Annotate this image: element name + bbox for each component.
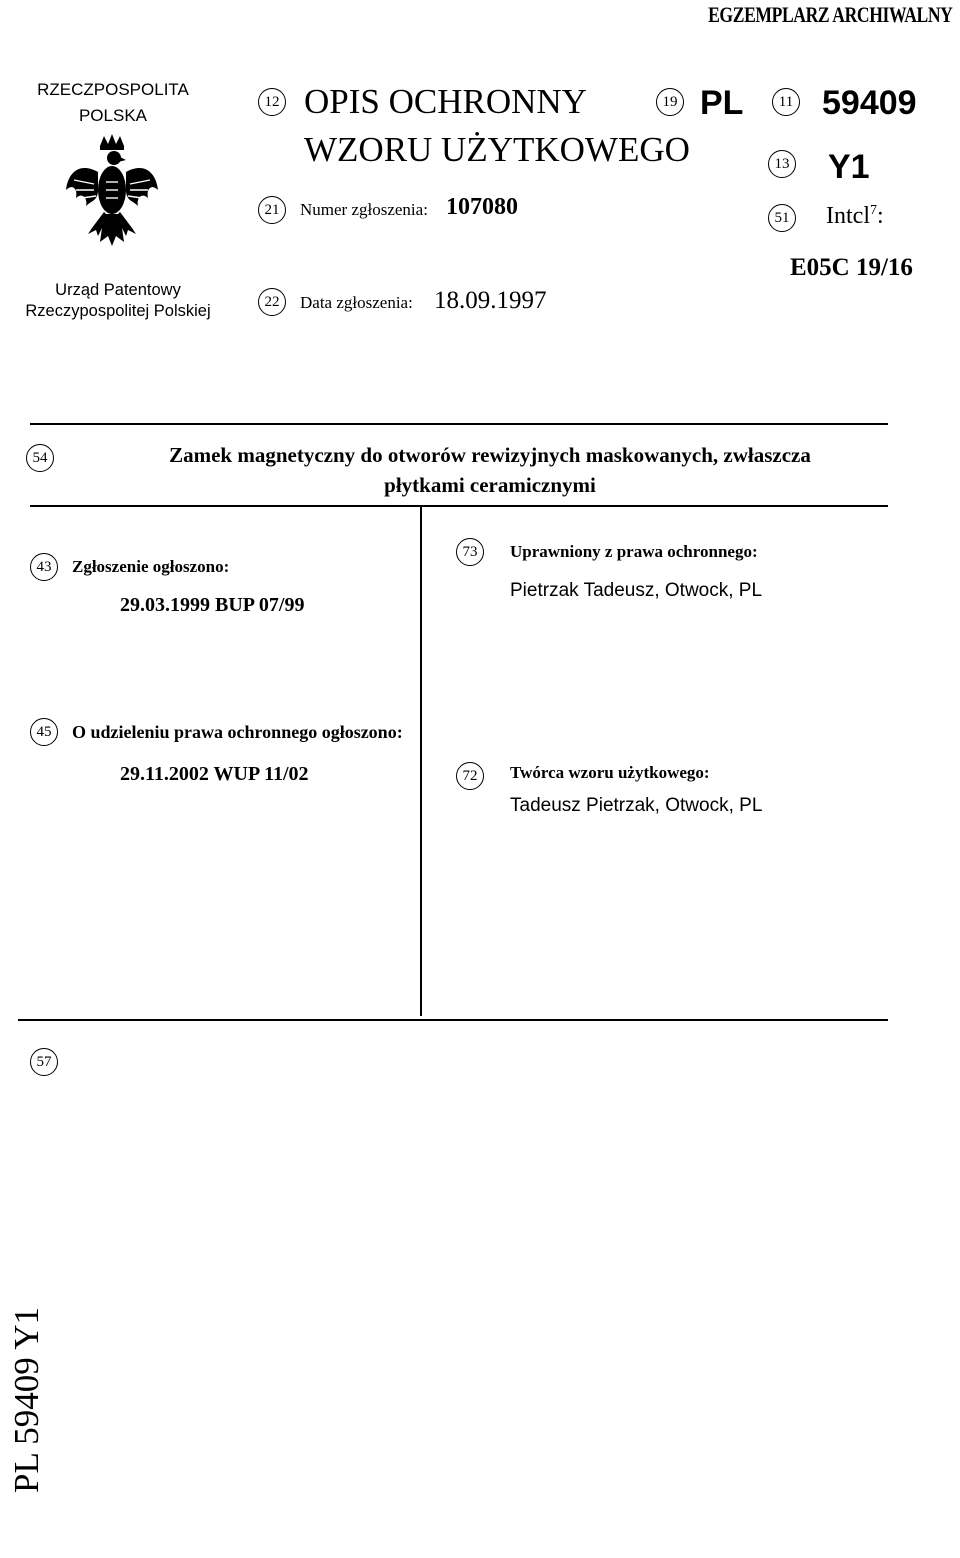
country-line1: RZECZPOSPOLITA <box>37 80 189 99</box>
office-name <box>0 280 236 322</box>
code-73-marker: 73 <box>456 538 484 566</box>
grant-label: O udzieleniu prawa ochronnego ogłoszono: <box>72 722 403 742</box>
classification-value: E05C 19/16 <box>790 254 913 281</box>
office-block <box>0 80 236 126</box>
code-45-marker: 45 <box>30 718 58 746</box>
code-51-marker: 51 <box>768 204 796 232</box>
holder-label: Uprawniony z prawa ochronnego: <box>510 542 758 561</box>
code-12-marker: 12 <box>258 88 286 116</box>
code-54-marker: 54 <box>26 444 54 472</box>
code-22-marker: 22 <box>258 288 286 316</box>
holder-value: Pietrzak Tadeusz, Otwock, PL <box>510 580 763 601</box>
classification-label-sup: 7 <box>869 203 877 218</box>
title-bottom-rule <box>30 505 888 507</box>
title-line1: Zamek magnetyczny do otworów rewizyjnych maskowanych, zwłaszcza <box>169 443 811 467</box>
office-line1: Urząd Patentowy <box>55 281 181 299</box>
grant-value: 29.11.2002 WUP 11/02 <box>120 763 309 785</box>
publication-label: Zgłoszenie ogłoszono: <box>72 557 230 576</box>
white-eagle-emblem-icon <box>62 132 162 252</box>
code-43-marker: 43 <box>30 553 58 581</box>
archive-stamp: EGZEMPLARZ ARCHIWALNY <box>707 2 952 27</box>
country-code: PL <box>700 84 744 122</box>
code-57-marker: 57 <box>30 1048 58 1076</box>
publication-number: 59409 <box>822 84 917 122</box>
office-line2: Rzeczypospolitej Polskiej <box>25 302 211 320</box>
code-11-marker: 11 <box>772 88 800 116</box>
title-line2: płytkami ceramicznymi <box>384 473 596 497</box>
publication-value: 29.03.1999 BUP 07/99 <box>120 594 305 616</box>
abstract-top-rule <box>18 1019 888 1021</box>
doc-type-line1: OPIS OCHRONNY <box>304 82 587 121</box>
inventor-label: Twórca wzoru użytkowego: <box>510 763 710 782</box>
title-top-rule <box>30 423 888 425</box>
country-line2: POLSKA <box>78 106 148 125</box>
application-date-label: Data zgłoszenia: <box>300 293 413 312</box>
side-label-text: PL 59409 Y1 <box>7 1306 46 1494</box>
classification-label-text: Intcl <box>826 203 870 229</box>
code-19-marker: 19 <box>656 88 684 116</box>
inventor-value: Tadeusz Pietrzak, Otwock, PL <box>510 795 763 816</box>
kind-code: Y1 <box>828 148 870 186</box>
column-divider <box>420 506 422 1016</box>
code-21-marker: 21 <box>258 196 286 224</box>
code-13-marker: 13 <box>768 150 796 178</box>
application-date-value: 18.09.1997 <box>434 287 547 314</box>
doc-type-line2: WZORU UŻYTKOWEGO <box>304 130 690 169</box>
code-72-marker: 72 <box>456 762 484 790</box>
title-text <box>120 440 860 500</box>
side-label <box>0 1300 50 1502</box>
classification-label <box>826 203 884 230</box>
application-number-label: Numer zgłoszenia: <box>300 200 428 219</box>
application-number-value: 107080 <box>446 194 518 220</box>
classification-label-suffix: : <box>876 203 884 229</box>
